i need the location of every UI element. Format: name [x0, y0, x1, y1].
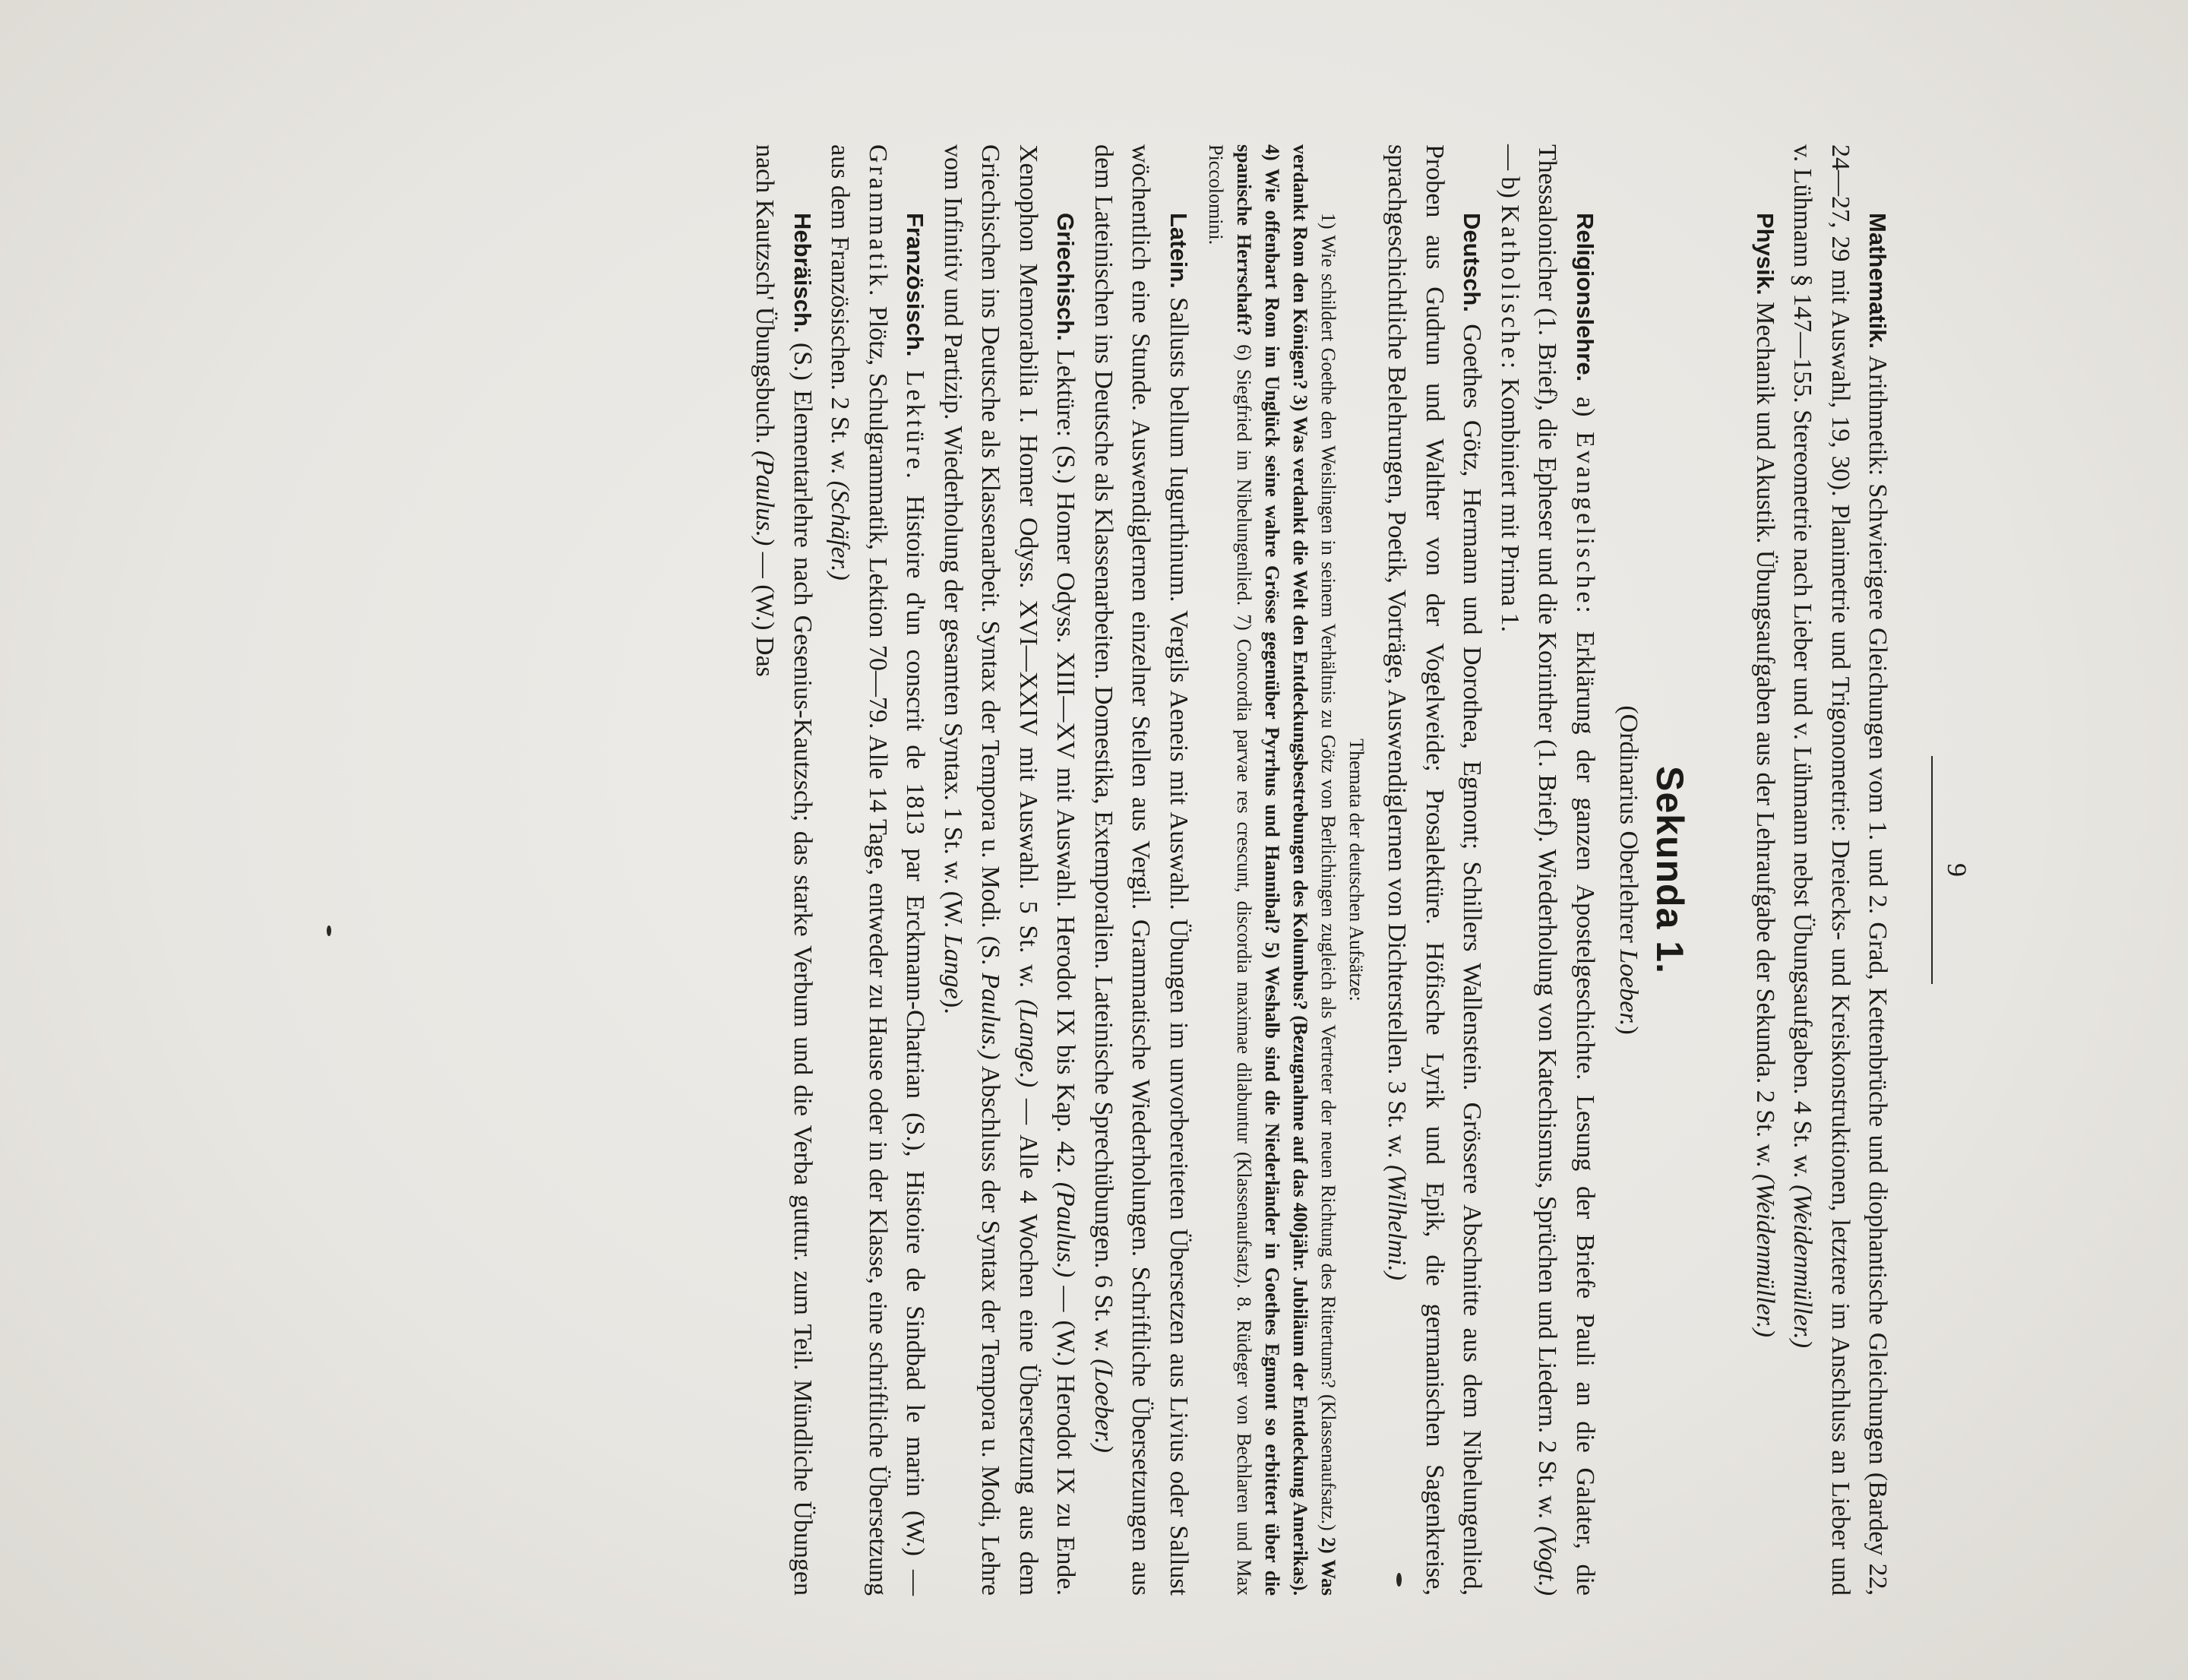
religion-b-title: Katholische:	[1496, 204, 1524, 372]
griechisch-teacher-a: (Paulus.)	[1051, 1182, 1080, 1278]
heading-deutsch: Deutsch.	[1459, 213, 1486, 312]
scan-speck-2	[327, 925, 331, 936]
paragraph-hebraeisch	[746, 144, 821, 1596]
heading-religion: Religionslehre.	[1572, 213, 1598, 382]
theme-8: 8. Rüdeger von Bechlaren und Max Piccolomini.	[1205, 144, 1255, 1596]
scan-speck	[1396, 1573, 1402, 1587]
theme-3: 3) Was verdankt die Welt den Entdeckungsbestrebungen des Kolumbus? (Bezugnahme auf das 400jähr. Jubiläum der Entdeckung Amerikas).	[1289, 394, 1311, 1596]
theme-4: 4) Wie offenbart Rom im Unglück seine wahre Grösse gegenüber Pyrrhus und Hannibal?	[1261, 144, 1283, 935]
subtitle-text: (Ordinarius Oberlehrer	[1614, 705, 1643, 943]
religion-a-text: Erklärung der ganzen Apostelgeschichte. Lesung der Briefe Pauli an die Galater, die Thessalonicher (1. Brief), die Epheser und die Korinther (1. Brief). Wiederholung von Katechismus, Sprüchen und Liedern. 2 St. w.	[1533, 144, 1599, 1596]
religion-b-text: Kombiniert mit Prima 1.	[1496, 378, 1524, 632]
franzoesisch-teacher: (Schäfer.)	[826, 480, 855, 581]
franzoesisch-text-b: Plötz, Schulgrammatik, Lektion 70—79. Alle 14 Tage, entweder zu Hause oder in der Klasse, eine schriftliche Übersetzung aus dem Französischen. 2 St. w.	[826, 144, 892, 1596]
paragraph-deutsch	[1378, 144, 1491, 1596]
paragraph-religion	[1491, 144, 1605, 1596]
hebraeisch-text-end: — (W.) Das	[751, 552, 779, 677]
griechisch-teacher-c: Paulus.)	[976, 973, 1005, 1060]
deutsch-text: Goethes Götz, Hermann und Dorothea, Egmont; Schillers Wallenstein. Grössere Abschnitte aus dem Nibelungenlied, Proben aus Gudrun und Walther von der Vogelweide; Prosalektüre. Höfische Lyrik und Epik, die germanischen Sagenkreise, sprachgeschichtliche Belehrungen, Poetik, Vorträge, Auswendiglernen von Dichterstellen. 3 St. w.	[1383, 144, 1487, 1596]
theme-2: 2) Was verdankt Rom den Königen?	[1289, 144, 1339, 1596]
franzoesisch-label-a: Lektüre.	[901, 370, 930, 482]
paragraph-griechisch	[934, 144, 1085, 1596]
physik-text: Mechanik und Akustik. Übungsaufgaben aus der Lehraufgabe der Sekunda. 2 St. w.	[1751, 302, 1779, 1168]
religion-dash: —	[1496, 144, 1524, 170]
theme-7: 7) Concordia parvae res crescunt, discordia maximae dilabuntur (Klassenaufsatz).	[1233, 614, 1255, 1289]
heading-latein: Latein.	[1165, 213, 1192, 289]
religion-a-title: Evangelische:	[1571, 432, 1599, 616]
hebraeisch-text: (S.) Elementarlehre nach Gesenius-Kautzsch; das starke Verbum und die Verba guttur. zum Teil. Mündliche Übungen nach Kautzsch' Übungsbuch.	[751, 144, 817, 1596]
religion-a-teacher: (Vogt.)	[1533, 1526, 1562, 1596]
heading-mathematik: Mathematik.	[1864, 213, 1892, 350]
heading-griechisch: Griechisch.	[1052, 213, 1080, 341]
mathematik-teacher: (Weidenmüller.)	[1788, 1185, 1817, 1349]
document-page	[91, 144, 1975, 1596]
page-number: 9	[1942, 863, 1972, 877]
franzoesisch-text-a: Histoire d'un conscrit de 1813 par Erckmann-Chatrian (S.), Histoire de Sindbad le marin (W.) —	[901, 495, 930, 1596]
griechisch-text-a: Lektüre: (S.) Homer Odyss. XIII—XV mit Auswahl. Herodot IX bis Kap. 42.	[1051, 350, 1080, 1174]
paragraph-franzoesisch	[821, 144, 934, 1596]
hebraeisch-teacher: (Paulus.)	[751, 450, 779, 546]
paragraph-physik	[1747, 144, 1785, 1596]
mathematik-text: Arithmetik: Schwierigere Gleichungen vom 1. und 2. Grad, Kettenbrüche und diophantische Gleichungen (Bardey 22, 24—27, 29 mit Auswahl, 19, 30). Planimetrie und Trigonometrie: Dreiecks- und Kreiskonstruktionen, letztere im Anschluss an Lieber und v. Lühmann § 147—155. Stereometrie nach Lieber und v. Lühmann nebst Übungsaufgaben. 4 St. w.	[1788, 144, 1892, 1596]
griechisch-teacher-d: Lange	[939, 934, 967, 999]
latein-text: Sallusts bellum Iugurthinum. Vergils Aeneis mit Auswahl. Übungen im unvorbereiteten Übersetzen aus Livius oder Sallust wöchentlich eine Stunde. Auswendiglernen einzelner Stellen aus Vergil. Grammatische Wiederholungen. Schriftliche Übersetzungen aus dem Lateinischen ins Deutsche als Klassenarbeiten. Domestika, Extemporalien. Lateinische Sprechübungen. 6 St. w.	[1089, 144, 1193, 1596]
header-rule	[1932, 756, 1933, 984]
religion-a-label: a)	[1571, 396, 1599, 417]
theme-6: 6) Siegfried im Nibelungenlied.	[1233, 344, 1255, 606]
deutsch-teacher: (Wilhelmi.)	[1383, 1165, 1412, 1281]
griechisch-teacher-b: (Lange.)	[1014, 998, 1042, 1088]
paragraph-mathematik	[1784, 144, 1897, 1596]
heading-hebraeisch: Hebräisch.	[789, 213, 816, 334]
franzoesisch-label-b: Grammatik.	[864, 144, 892, 299]
paragraph-latein	[1085, 144, 1198, 1596]
theme-1: 1) Wie schildert Goethe den Weislingen in seinem Verhältnis zu Götz von Berlichingen zugleich als Vertreter der neuen Richtung des Rittertums? (Klassenaufsatz.)	[1317, 213, 1339, 1531]
section-title: Sekunda 1.	[1649, 766, 1692, 974]
heading-physik: Physik.	[1752, 213, 1779, 296]
physik-teacher: (Weidenmüller.)	[1751, 1173, 1779, 1337]
latein-teacher: (Loeber.)	[1089, 1359, 1118, 1453]
theme-5: 5) Weshalb sind die Niederländer in Goethes Egmont so erbittert über die spanische Herrschaft?	[1233, 144, 1283, 1596]
griechisch-text-d: Abschluss der Syntax der Tempora u. Modi, Lehre vom Infinitiv und Partizip. Wiederholung der gesamten Syntax. 1 St. w. (W.	[939, 144, 1005, 1596]
griechisch-text-b: — (W.) Herodot IX zu Ende. Xenophon Memorabilia I. Homer Odyss. XVI—XXIV mit Auswahl. 5 St. w.	[1014, 144, 1080, 1596]
griechisch-text-c: — Alle 4 Wochen eine Übersetzung aus dem Griechischen ins Deutsche als Klassenarbeit. Syntax der Tempora u. Modi. (S.	[976, 144, 1042, 1596]
religion-b-label: b)	[1496, 176, 1524, 198]
subtitle-close: )	[1614, 1026, 1643, 1035]
subtitle-name: Loeber.	[1614, 949, 1643, 1027]
themes-title: Themata der deutschen Aufsätze:	[1345, 739, 1368, 1001]
heading-franzoesisch: Französisch.	[902, 213, 929, 357]
themes-list	[1202, 144, 1342, 1596]
section-subtitle	[1610, 144, 1648, 1596]
griechisch-text-e: ).	[939, 998, 967, 1014]
